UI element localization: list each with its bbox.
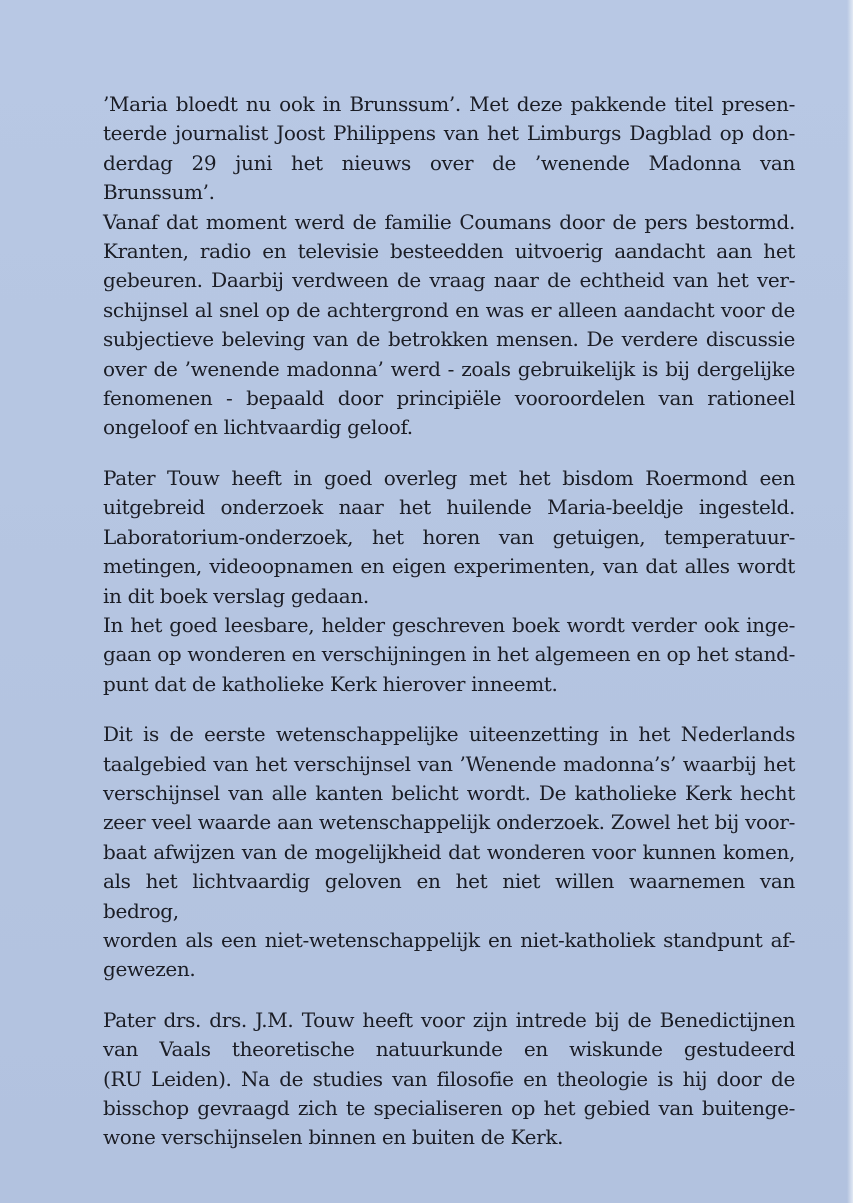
text-line: ’Maria bloedt nu ook in Brunssum’. Met deze pakkende titel presen-	[103, 92, 795, 116]
text-line: derdag 29 juni het nieuws over de ’wenende Madonna van Brunssum’.	[103, 150, 795, 205]
paragraph-4	[103, 1006, 795, 1153]
text-line: over de ’wenende madonna’ werd - zoals gebruikelijk is bij dergelijke	[103, 356, 795, 381]
text-line: taalgebied van het verschijnsel van ’Wenende madonna’s’ waarbij het	[103, 751, 795, 776]
paragraph-gap	[103, 443, 795, 464]
paragraph-gap	[103, 699, 795, 720]
text-line: gaan op wonderen en verschijningen in het algemeen en op het stand-	[103, 642, 795, 667]
text-line: metingen, videoopnamen en eigen experimenten, van dat alles wordt	[103, 554, 795, 579]
paragraph-gap	[103, 985, 795, 1006]
text-line: teerde journalist Joost Philippens van het Limburgs Dagblad op don-	[103, 121, 795, 146]
text-line: subjectieve beleving van de betrokken mensen. De verdere discussie	[103, 327, 795, 352]
text-line: gebeuren. Daarbij verdween de vraag naar de echtheid van het ver-	[103, 268, 795, 293]
text-line: verschijnsel van alle kanten belicht wordt. De katholieke Kerk hecht	[103, 780, 795, 805]
text-line: worden als een niet-wetenschappelijk en niet-katholiek standpunt af-	[103, 927, 795, 952]
paragraph-3	[103, 720, 795, 985]
text-line: van Vaals theoretische natuurkunde en wiskunde gestudeerd	[103, 1037, 795, 1062]
text-line: baat afwijzen van de mogelijkheid dat wonderen voor kunnen komen,	[103, 839, 795, 864]
cover-text	[103, 90, 795, 1153]
text-line: Pater drs. drs. J.M. Touw heeft voor zijn intrede bij de Benedictijnen	[103, 1007, 795, 1032]
text-line: Pater Touw heeft in goed overleg met het bisdom Roermond een	[103, 465, 795, 490]
text-line: In het goed leesbare, helder geschreven boek wordt verder ook inge-	[103, 612, 795, 637]
paragraph-2	[103, 464, 795, 699]
text-line: ongeloof en lichtvaardig geloof.	[103, 415, 413, 440]
text-line: punt dat de katholieke Kerk hierover inneemt.	[103, 671, 558, 696]
text-line: Laboratorium-onderzoek, het horen van getuigen, temperatuur-	[103, 524, 795, 549]
text-line: wone verschijnselen binnen en buiten de Kerk.	[103, 1125, 564, 1150]
text-line: schijnsel al snel op de achtergrond en was er alleen aandacht voor de	[103, 297, 795, 322]
paragraph-1	[103, 90, 795, 443]
text-line: in dit boek verslag gedaan.	[103, 583, 369, 608]
text-line: bisschop gevraagd zich te specialiseren op het gebied van buitenge-	[103, 1096, 795, 1120]
text-line: uitgebreid onderzoek naar het huilende Maria-beeldje ingesteld.	[103, 495, 795, 520]
text-line: gewezen.	[103, 957, 196, 982]
text-line: (RU Leiden). Na de studies van filosofie en theologie is hij door de	[103, 1066, 795, 1091]
text-line: als het lichtvaardig geloven en het niet willen waarnemen van bedrog,	[103, 869, 795, 923]
text-line: Vanaf dat moment werd de familie Coumans door de pers bestormd.	[103, 209, 795, 234]
text-line: Dit is de eerste wetenschappelijke uiteenzetting in het Nederlands	[103, 722, 795, 747]
text-line: zeer veel waarde aan wetenschappelijk onderzoek. Zowel het bij voor-	[103, 810, 795, 835]
text-line: Kranten, radio en televisie besteedden uitvoerig aandacht aan het	[103, 239, 795, 264]
text-line: fenomenen - bepaald door principiële vooroordelen van rationeel	[103, 386, 795, 411]
